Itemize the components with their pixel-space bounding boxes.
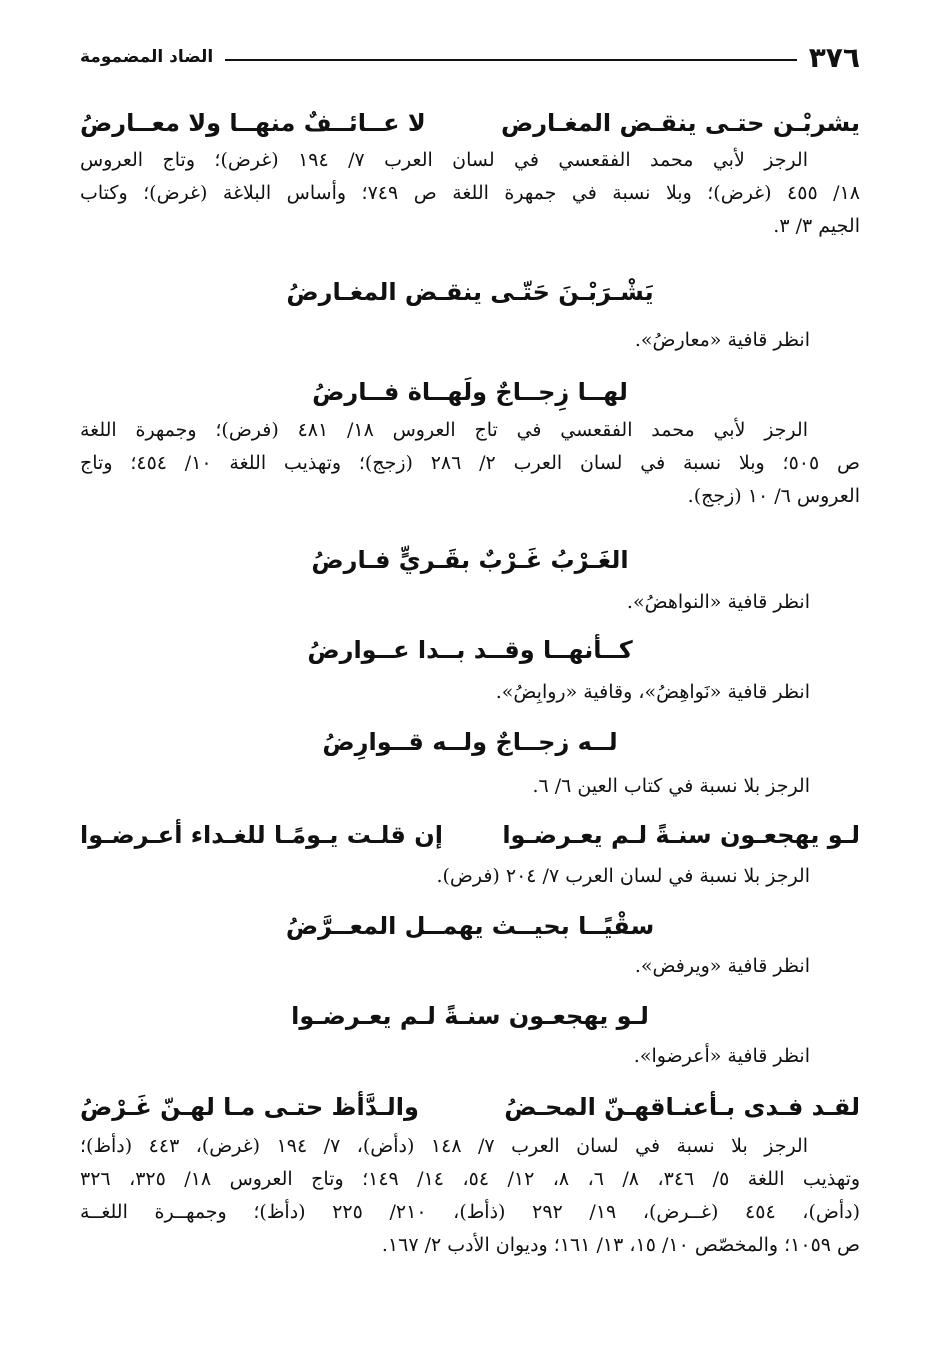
- page-number: ٣٧٦: [808, 40, 860, 74]
- note-line: الرجز لأبي محمد الفقعسي في لسان العرب ٧/ ١٩٤ (غرض)؛ وتاج العروس: [80, 149, 808, 171]
- source-note: [80, 144, 860, 243]
- verse-hemistich-right: لـو يهجعـون سنـةً لـم يعـرضـوا: [502, 821, 860, 849]
- verse-hemistich-left: إن قلـت يـومًـا للغـداء أعـرضـوا: [80, 821, 443, 849]
- verse-couplet: [80, 102, 860, 144]
- note-line: الرجز بلا نسبة في لسان العرب ٧/ ١٤٨ (دأض)، ٧/ ١٩٤ (غرض)، ٤٤٣ (دأظ)؛: [80, 1135, 808, 1157]
- cross-reference: انظر قافية «نَواهِضُ»، وقافية «روابِضُ».: [495, 681, 810, 703]
- verse-line: لـو يهجعـون سنـةً لـم يعـرضـوا: [291, 1002, 649, 1030]
- cross-reference: انظر قافية «معارضُ».: [634, 329, 810, 351]
- verse-couplet: [80, 814, 860, 856]
- cross-reference: انظر قافية «أعرضوا».: [633, 1045, 810, 1067]
- cross-reference: انظر قافية «النواهضُ».: [626, 591, 810, 613]
- verse-line: يَشْـرَبْـنَ حَتّـى ينقـض المغـارضُ: [286, 278, 654, 306]
- note-line: ص ١٠٥٩؛ والمخصّص ١٠/ ١٥، ١٣/ ١٦١؛ وديوان الأدب ٢/ ١٦٧.: [381, 1234, 860, 1256]
- cross-reference: الرجز بلا نسبة في لسان العرب ٧/ ٢٠٤ (فرض).: [436, 865, 810, 887]
- verse-line: كــأنهــا وقــد بــدا عــوارضُ: [307, 636, 633, 664]
- running-title: الضاد المضمومة: [80, 47, 214, 67]
- verse-hemistich-right: يشربْـن حتـى ينقـض المغـارض: [500, 109, 860, 137]
- note-line: ص ٥٠٥؛ وبلا نسبة في لسان العرب ٢/ ٢٨٦ (زجج)؛ وتهذيب اللغة ١٠/ ٤٥٤؛ وتاج: [80, 452, 860, 474]
- header-rule: [225, 59, 796, 61]
- verse-hemistich-right: لقـد فـدى بـأعنـاقهـنّ المحـضُ: [504, 1093, 860, 1121]
- source-note: [80, 1130, 860, 1262]
- verse-line: الغَـرْبُ غَـرْبٌ بقَـريٍّ فـارضُ: [311, 546, 629, 574]
- note-line: العروس ٦/ ١٠ (زجج).: [687, 485, 860, 507]
- verse-line: لــه زجــاجٌ ولــه قــوارِضُ: [322, 728, 618, 756]
- source-note: [80, 414, 860, 513]
- note-line: الرجز لأبي محمد الفقعسي في تاج العروس ١٨/ ٤٨١ (فرض)؛ وجمهرة اللغة: [80, 419, 808, 441]
- page-header: [80, 40, 860, 74]
- verse-line: سقْيًــا بحيــث يهمــل المعــرَّضُ: [285, 912, 655, 940]
- cross-reference: الرجز بلا نسبة في كتاب العين ٦/ ٦.: [532, 775, 810, 797]
- note-line: وتهذيب اللغة ٥/ ٣٤٦، ٨/ ٦، ٨، ١٢/ ٥٤، ١٤/ ١٤٩؛ وتاج العروس ١٨/ ٣٢٥، ٣٢٦: [80, 1168, 860, 1190]
- cross-reference: انظر قافية «ويرفض».: [634, 955, 810, 977]
- verse-hemistich-left: والـدَّأظ حتـى مـا لهـنّ غَـرْضُ: [80, 1093, 419, 1121]
- verse-line: لهــا زِجــاجٌ ولَهــاة فــارضُ: [312, 378, 628, 406]
- verse-hemistich-left: لا عــائــفٌ منهــا ولا معــارضُ: [80, 109, 426, 137]
- note-line: ١٨/ ٤٥٥ (غرض)؛ وبلا نسبة في جمهرة اللغة ص ٧٤٩؛ وأساس البلاغة (غرض)؛ وكتاب: [80, 182, 860, 204]
- note-line: الجيم ٣/ ٣.: [773, 215, 860, 237]
- verse-couplet: [80, 1086, 860, 1128]
- note-line: (دأض)، ٤٥٤ (غــرض)، ١٩/ ٢٩٢ (ذأط)، ٢١٠/ ٢٢٥ (دأظ)؛ وجمهــرة اللغــة: [80, 1201, 860, 1223]
